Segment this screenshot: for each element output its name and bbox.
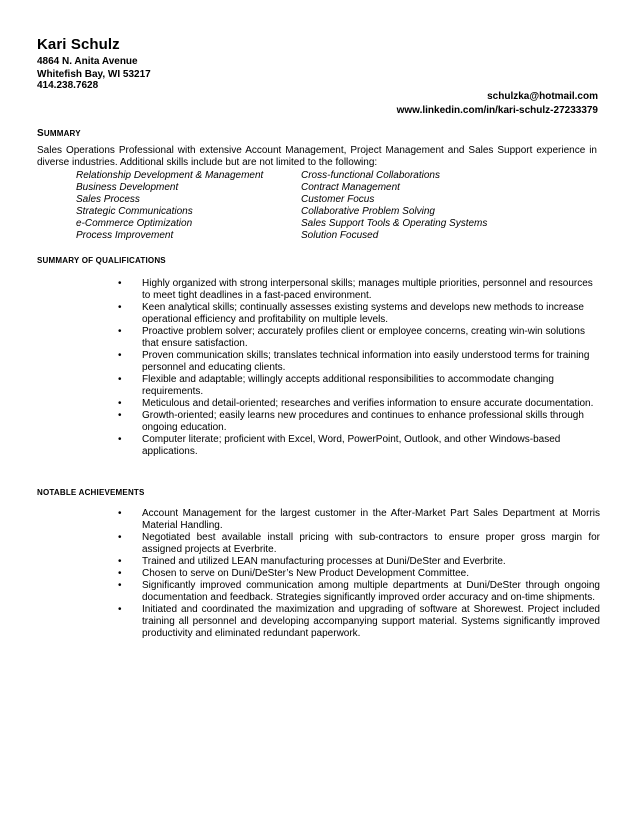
qualification-text: Highly organized with strong interpersonal skills; manages multiple priorities, personnel and resources to meet tight deadlines in a fast-paced environment. bbox=[142, 278, 593, 301]
summary-heading-rest: UMMARY bbox=[43, 129, 81, 138]
list-item bbox=[118, 508, 600, 532]
email-address: schulzka@hotmail.com bbox=[487, 91, 598, 102]
skill-item: Process Improvement bbox=[76, 230, 174, 241]
summary-heading bbox=[37, 128, 81, 139]
qualification-text: Keen analytical skills; continually assesses existing systems and develops new methods to increase operational efficiency and profitability on multiple levels. bbox=[142, 302, 584, 325]
summary-paragraph: Sales Operations Professional with extensive Account Management, Project Management and Sales Support experience in diverse industries. Additional skills include but are not limited to the following: bbox=[37, 145, 597, 168]
bullet-icon: • bbox=[118, 398, 122, 409]
list-item bbox=[118, 410, 600, 434]
bullet-icon: • bbox=[118, 580, 122, 591]
bullet-icon: • bbox=[118, 604, 122, 615]
bullet-icon: • bbox=[118, 326, 122, 337]
bullet-icon: • bbox=[118, 508, 122, 519]
list-item bbox=[118, 374, 600, 398]
list-item bbox=[118, 568, 600, 580]
skills-row bbox=[76, 194, 541, 206]
skill-item: Customer Focus bbox=[301, 194, 375, 205]
achievement-text: Significantly improved communication among multiple departments at Duni/DeSter through ongoing documentation and feedback. Strategies significantly improved order accuracy and on-time shipments. bbox=[142, 580, 600, 603]
linkedin-url: www.linkedin.com/in/kari-schulz-27233379 bbox=[396, 105, 598, 116]
achievement-text: Account Management for the largest customer in the After-Market Part Sales Department at Morris Material Handling. bbox=[142, 508, 600, 531]
qualification-text: Computer literate; proficient with Excel, Word, PowerPoint, Outlook, and other Windows-based applications. bbox=[142, 434, 561, 457]
skill-item: Sales Support Tools & Operating Systems bbox=[301, 218, 488, 229]
list-item bbox=[118, 532, 600, 556]
skills-row bbox=[76, 206, 541, 218]
skill-item: Cross-functional Collaborations bbox=[301, 170, 440, 181]
address-line-2: Whitefish Bay, WI 53217 bbox=[37, 69, 151, 80]
bullet-icon: • bbox=[118, 434, 122, 445]
list-item bbox=[118, 302, 600, 326]
skills-row bbox=[76, 230, 541, 242]
bullet-icon: • bbox=[118, 278, 122, 289]
skill-item: Solution Focused bbox=[301, 230, 379, 241]
list-item bbox=[118, 350, 600, 374]
bullet-icon: • bbox=[118, 410, 122, 421]
list-item bbox=[118, 398, 600, 410]
skill-item: Strategic Communications bbox=[76, 206, 193, 217]
achievement-text: Chosen to serve on Duni/DeSter’s New Product Development Committee. bbox=[142, 568, 470, 579]
qualifications-list bbox=[118, 278, 600, 458]
bullet-icon: • bbox=[118, 568, 122, 579]
qualification-text: Proven communication skills; translates technical information into easily understood terms for training personnel and educating clients. bbox=[142, 350, 590, 373]
list-item bbox=[118, 278, 600, 302]
skills-row bbox=[76, 182, 541, 194]
qualification-text: Proactive problem solver; accurately profiles client or employee concerns, creating win-win solutions that ensure satisfaction. bbox=[142, 326, 585, 349]
skills-grid bbox=[76, 170, 541, 242]
achievement-text: Trained and utilized LEAN manufacturing processes at Duni/DeSter and Everbrite. bbox=[142, 556, 506, 567]
phone-number: 414.238.7628 bbox=[37, 80, 99, 91]
skill-item: e-Commerce Optimization bbox=[76, 218, 193, 229]
achievement-text: Negotiated best available install pricing with sub-contractors to ensure proper gross margin for assigned projects at Everbrite. bbox=[142, 532, 600, 555]
address-line-1: 4864 N. Anita Avenue bbox=[37, 56, 138, 67]
achievements-list bbox=[118, 508, 600, 640]
achievements-heading: NOTABLE ACHIEVEMENTS bbox=[37, 488, 145, 497]
list-item bbox=[118, 326, 600, 350]
list-item bbox=[118, 604, 600, 640]
qualifications-heading: SUMMARY OF QUALIFICATIONS bbox=[37, 256, 166, 265]
list-item bbox=[118, 580, 600, 604]
qualification-text: Meticulous and detail-oriented; researches and verifies information to ensure accurate documentation. bbox=[142, 398, 594, 409]
qualification-text: Flexible and adaptable; willingly accepts additional responsibilities to accommodate changing requirements. bbox=[142, 374, 554, 397]
achievement-text: Initiated and coordinated the maximization and upgrading of software at Shorewest. Project included training all personnel and developing accompanying support material. Systems significantly improved productivity and eliminated redundant paperwork. bbox=[142, 604, 600, 639]
skill-item: Business Development bbox=[76, 182, 179, 193]
qualification-text: Growth-oriented; easily learns new procedures and continues to enhance professional skills through ongoing education. bbox=[142, 410, 584, 433]
list-item bbox=[118, 556, 600, 568]
bullet-icon: • bbox=[118, 532, 122, 543]
skills-row bbox=[76, 170, 541, 182]
skill-item: Sales Process bbox=[76, 194, 140, 205]
bullet-icon: • bbox=[118, 350, 122, 361]
bullet-icon: • bbox=[118, 302, 122, 313]
skill-item: Relationship Development & Management bbox=[76, 170, 264, 181]
skill-item: Collaborative Problem Solving bbox=[301, 206, 435, 217]
skills-row bbox=[76, 218, 541, 230]
bullet-icon: • bbox=[118, 374, 122, 385]
bullet-icon: • bbox=[118, 556, 122, 567]
skill-item: Contract Management bbox=[301, 182, 400, 193]
list-item bbox=[118, 434, 600, 458]
summary-heading-initial: S bbox=[37, 128, 44, 139]
candidate-name: Kari Schulz bbox=[37, 36, 120, 53]
